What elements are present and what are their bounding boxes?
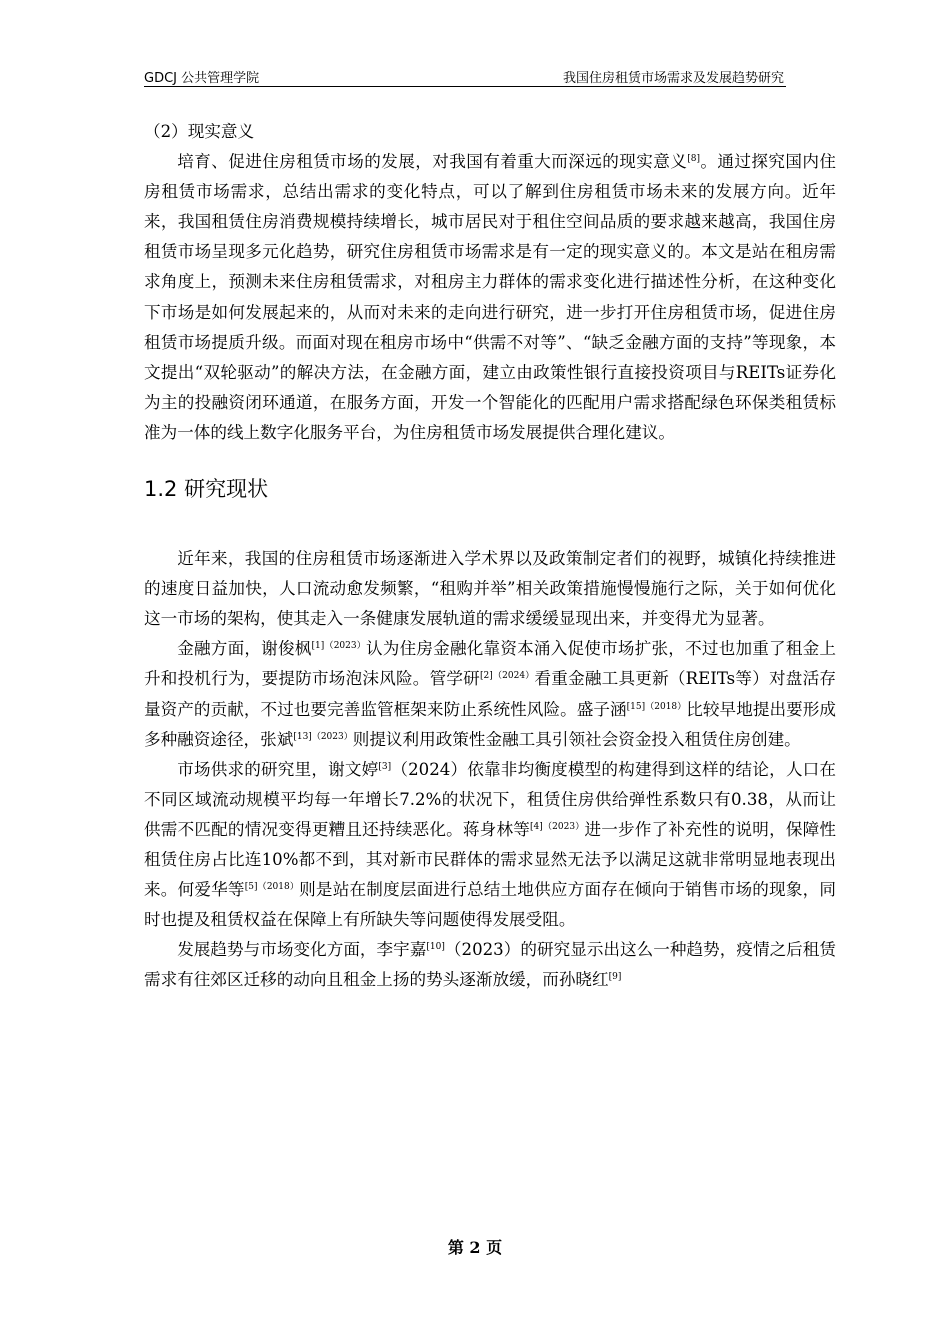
text: 。通过探究国内住房租赁市场需求，总结出需求的变化特点，可以了解到住房租赁市场未来的发展方向。近年来，我国租赁住房消费规模持续增长，城市居民对于租住空间品质的要求越来越高，我国住房租赁市场呈现多元化趋势，研究住房租赁市场需求是有一定的现实意义的。本文是站在租房需求角度上，预测未来住房租赁需求，对租房主力群体的需求变化进行描述性分析，在这种变化下市场是如何发展起来的，从而对未来的走向进行研究，进一步打开住房租赁市场，促进住房租赁市场提质升级。而面对现在租房市场中“供需不对等”、“缺乏金融方面的支持”等现象，本文提出“双轮驱动”的解决方法，在金融方面，建立由政策性银行直接投资项目与REITs证券化为主的投融资闭环通道，在服务方面，开发一个智能化的匹配用户需求搭配绿色环保类租赁标准为一体的线上数字化服务平台，为住房租赁市场发展提供合理化建议。 (144, 152, 837, 442)
citation: [15]（2018） (626, 701, 687, 712)
text: 进一步作了补充性的说明，保障性租赁住房占比连10%都不到，其对新市民群体的需求显然无法予以满足这就非常明显地表现出来。何爱华等 (144, 819, 837, 900)
paragraph-trends (144, 935, 836, 995)
paragraph-intro: 近年来，我国的住房租赁市场逐渐进入学术界以及政策制定者们的视野，城镇化持续推进的速度日益加快，人口流动愈发频繁，“租购并举”相关政策措施慢慢施行之际，关于如何优化这一市场的架构，使其走入一条健康发展轨道的需求缓缓显现出来，并变得尤为显著。 (144, 549, 836, 629)
header-left-text: GDCJ 公共管理学院 (144, 71, 260, 86)
citation: [13]（2023） (293, 731, 353, 742)
section-subheading: （2）现实意义 (144, 122, 255, 141)
text: 则提议利用政策性金融工具引领社会资金投入租赁住房创建。 (352, 729, 801, 749)
text: （2024）依靠非均衡度模型的构建得到这样的结论，人口在不同区域流动规模平均每一年增长7.2%的状况下，租赁住房供给弹性系数只有0.38，从而让供需不匹配的情况变得更糟且还持续恶化。蒋身林等 (144, 759, 836, 839)
citation: [2]（2024） (479, 671, 535, 682)
text: 市场供求的研究里，谢文婷 (177, 759, 379, 779)
citation: [4]（2023） (530, 821, 585, 832)
paragraph-supply-demand (144, 755, 836, 936)
text: 培育、促进住房租赁市场的发展，对我国有着重大而深远的现实意义 (177, 152, 688, 172)
text: 则是站在制度层面进行总结土地供应方面存在倾向于销售市场的现象，同时也提及租赁权益在保障上有所缺失等问题使得发展受阻。 (144, 880, 837, 930)
page-number: 第 2 页 (447, 1238, 503, 1257)
citation: [1]（2023） (311, 641, 366, 652)
page-body (144, 117, 836, 995)
text: 发展趋势与市场变化方面，李宇嘉 (177, 940, 427, 960)
page-header (144, 66, 786, 87)
citation: [8] (687, 154, 700, 165)
paragraph-finance (144, 634, 836, 754)
citation: [5]（2018） (244, 882, 300, 893)
text: 认为住房金融化靠资本涌入促使市场扩张，不过也加重了租金上升和投机行为，要提防市场泡沫风险。管学研 (144, 639, 837, 689)
text: 金融方面，谢俊枫 (177, 639, 312, 659)
citation: [10] (426, 942, 445, 953)
text: 比较早地提出要形成多种融资途径，张斌 (144, 699, 837, 749)
header-right-text: 我国住房租赁市场需求及发展趋势研究 (562, 71, 784, 86)
text: 看重金融工具更新（REITs等）对盘活存量资产的贡献，不过也要完善监管框架来防止系统性风险。盛子涵 (144, 669, 836, 719)
citation: [9] (608, 972, 622, 983)
text: （2023）的研究显示出这么一种趋势，疫情之后租赁需求有往郊区迁移的动向且租金上扬的势头逐渐放缓，而孙晓红 (144, 940, 836, 990)
paragraph-practical-significance (144, 147, 836, 448)
section-heading: 1.2 研究现状 (144, 477, 269, 502)
citation: [3] (378, 761, 392, 772)
